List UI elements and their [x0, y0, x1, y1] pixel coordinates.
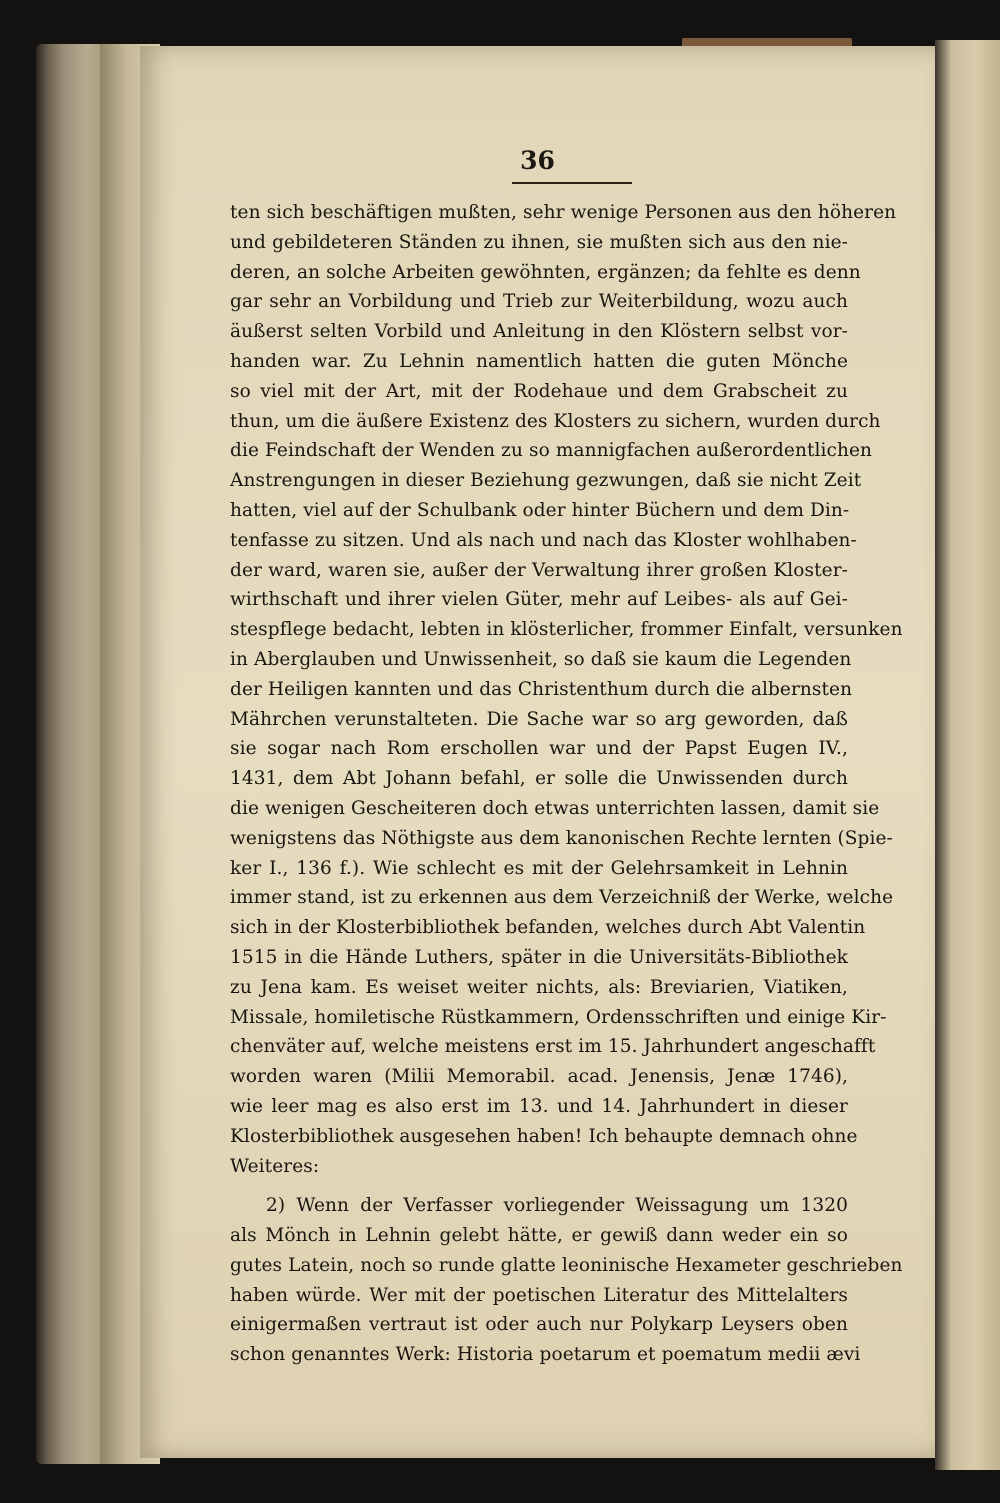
text-line: ker I., 136 f.). Wie schlecht es mit der Gelehrsamkeit in Lehnin	[230, 857, 848, 879]
text-line: handen war. Zu Lehnin namentlich hatten die guten Mönche	[230, 350, 848, 372]
text-line: zu Jena kam. Es weiset weiter nichts, als: Breviarien, Viatiken,	[230, 976, 848, 998]
text-line: der ward, waren sie, außer der Verwaltung ihrer großen Kloster-	[230, 559, 848, 581]
text-line: als Mönch in Lehnin gelebt hätte, er gewiß dann weder ein so	[230, 1225, 848, 1247]
text-line: 1431, dem Abt Johann befahl, er solle die Unwissenden durch	[230, 768, 848, 790]
text-line: stespflege bedacht, lebten in klösterlicher, frommer Einfalt, versunken	[230, 619, 903, 641]
text-line: wirthschaft und ihrer vielen Güter, mehr auf Leibes- als auf Gei-	[230, 589, 848, 611]
text-line: deren, an solche Arbeiten gewöhnten, ergänzen; da fehlte es denn	[230, 261, 861, 283]
text-line: thun, um die äußere Existenz des Klosters zu sichern, wurden durch	[230, 410, 881, 432]
text-line: so viel mit der Art, mit der Rodehaue und dem Grabscheit zu	[230, 380, 848, 402]
text-line: Mährchen verunstalteten. Die Sache war so arg geworden, daß	[230, 708, 848, 730]
text-line: und gebildeteren Ständen zu ihnen, sie mußten sich aus den nie-	[230, 231, 848, 253]
text-line: die Feindschaft der Wenden zu so mannigfachen außerordentlichen	[230, 440, 873, 462]
text-line: hatten, viel auf der Schulbank oder hinter Büchern und dem Din-	[230, 499, 850, 521]
text-line: 2) Wenn der Verfasser vorliegender Weissagung um 1320	[266, 1195, 848, 1217]
book-left-edge	[36, 44, 108, 1464]
text-line: wenigstens das Nöthigste aus dem kanonischen Rechte lernten (Spie-	[230, 827, 893, 849]
page-number: 36	[520, 146, 555, 175]
header-rule	[512, 182, 632, 184]
text-line: in Aberglauben und Unwissenheit, so daß sie kaum die Legenden	[230, 648, 852, 670]
text-line: Weiteres:	[230, 1155, 320, 1177]
paragraph-1	[230, 198, 903, 1181]
text-line: gutes Latein, noch so runde glatte leoninische Hexameter geschrieben	[230, 1254, 903, 1276]
text-line: sie sogar nach Rom erschollen war und der Papst Eugen IV.,	[230, 738, 848, 760]
paragraph-2	[230, 1191, 903, 1370]
body-text	[230, 198, 903, 1370]
text-line: der Heiligen kannten und das Christenthum durch die albernsten	[230, 678, 853, 700]
text-line: immer stand, ist zu erkennen aus dem Verzeichniß der Werke, welche	[230, 887, 894, 909]
text-line: äußerst selten Vorbild und Anleitung in den Klöstern selbst vor-	[230, 321, 848, 343]
right-page-edge	[935, 40, 1000, 1470]
text-line: gar sehr an Vorbildung und Trieb zur Weiterbildung, wozu auch	[230, 291, 848, 313]
text-line: einigermaßen vertraut ist oder auch nur Polykarp Leysers oben	[230, 1314, 848, 1336]
text-line: haben würde. Wer mit der poetischen Literatur des Mittelalters	[230, 1284, 848, 1306]
text-line: sich in der Klosterbibliothek befanden, welches durch Abt Valentin	[230, 917, 866, 939]
text-line: schon genanntes Werk: Historia poetarum et poematum medii ævi	[230, 1344, 861, 1366]
text-line: Klosterbibliothek ausgesehen haben! Ich behaupte demnach ohne	[230, 1125, 858, 1147]
text-line: Missale, homiletische Rüstkammern, Ordensschriften und einige Kir-	[230, 1006, 887, 1028]
text-line: die wenigen Gescheiteren doch etwas unterrichten lassen, damit sie	[230, 797, 880, 819]
text-line: tenfasse zu sitzen. Und als nach und nach das Kloster wohlhaben-	[230, 529, 857, 551]
text-line: ten sich beschäftigen mußten, sehr wenige Personen aus den höheren	[230, 202, 897, 223]
text-line: wie leer mag es also erst im 13. und 14. Jahrhundert in dieser	[230, 1095, 848, 1117]
book-page	[140, 46, 935, 1458]
text-line: Anstrengungen in dieser Beziehung gezwungen, daß sie nicht Zeit	[230, 470, 862, 492]
text-line: chenväter auf, welche meistens erst im 15. Jahrhundert angeschafft	[230, 1036, 876, 1058]
text-line: worden waren (Milii Memorabil. acad. Jenensis, Jenæ 1746),	[230, 1066, 848, 1088]
text-line: 1515 in die Hände Luthers, später in die Universitäts-Bibliothek	[230, 946, 848, 968]
